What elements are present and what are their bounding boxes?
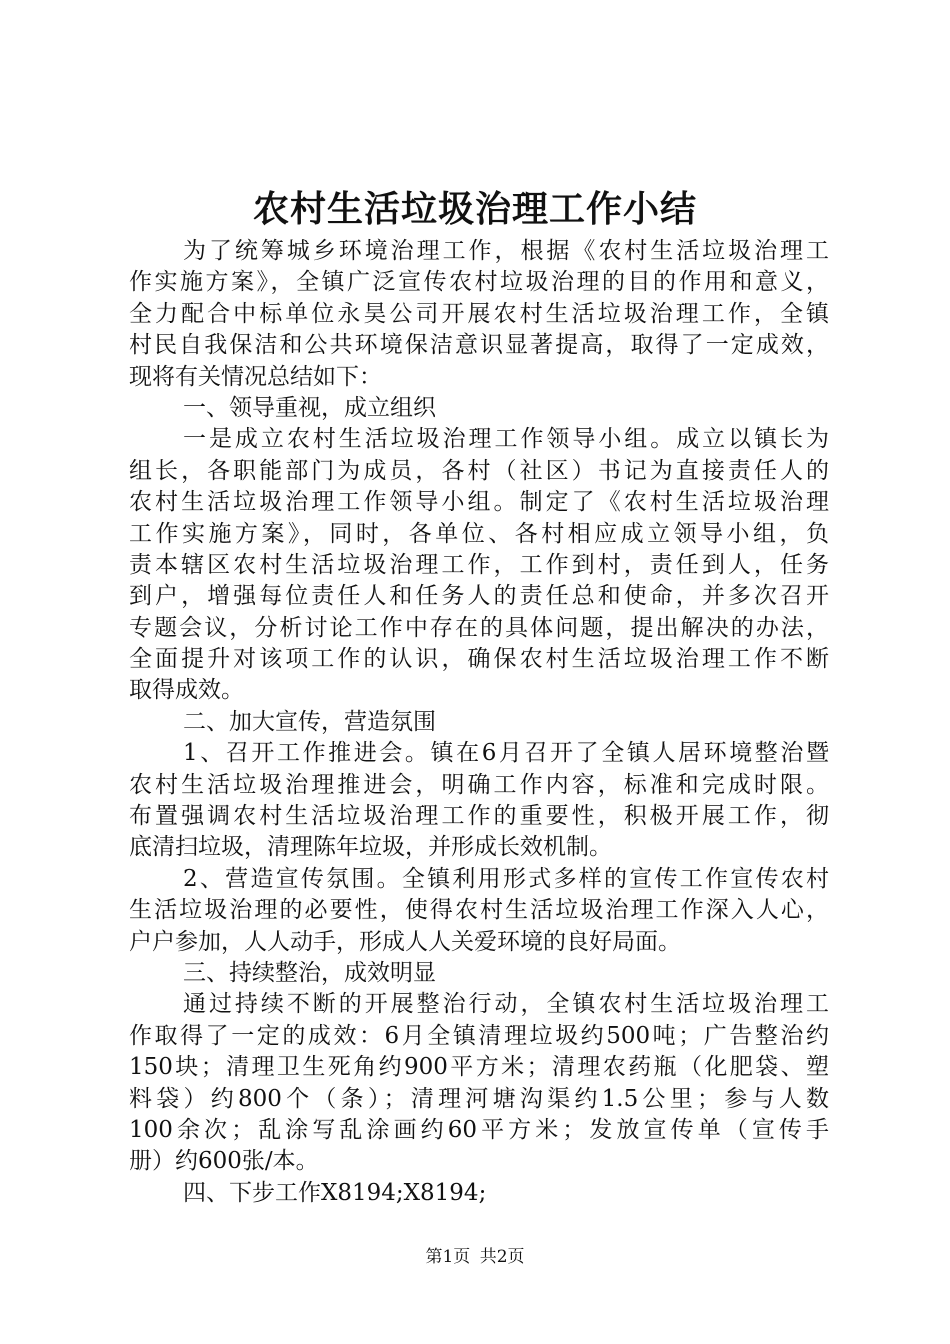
body-line: 150块；清理卫生死角约900平方米；清理农药瓶（化肥袋、塑 — [129, 1054, 829, 1081]
body-line: 到户，增强每位责任人和任务人的责任总和使命，并多次召开 — [129, 583, 829, 610]
body-line: 通过持续不断的开展整治行动，全镇农村生活垃圾治理工 — [183, 991, 829, 1018]
body-line: 1、召开工作推进会。镇在6月召开了全镇人居环境整治暨 — [183, 740, 829, 767]
body-line: 农村生活垃圾治理工作领导小组。制定了《农村生活垃圾治理 — [129, 489, 829, 516]
body-line: 底清扫垃圾，清理陈年垃圾，并形成长效机制。 — [129, 834, 612, 861]
body-line: 册）约600张/本。 — [129, 1148, 319, 1175]
body-line: 全面提升对该项工作的认识，确保农村生活垃圾治理工作不断 — [129, 646, 829, 673]
body-line: 专题会议，分析讨论工作中存在的具体问题，提出解决的办法， — [129, 614, 829, 641]
body-line: 农村生活垃圾治理推进会，明确工作内容，标准和完成时限。 — [129, 771, 829, 798]
body-line: 2、营造宣传氛围。全镇利用形式多样的宣传工作宣传农村 — [183, 865, 829, 892]
body-line: 取得成效。 — [129, 677, 244, 704]
document-title: 农村生活垃圾治理工作小结 — [252, 188, 697, 230]
body-line: 生活垃圾治理的必要性，使得农村生活垃圾治理工作深入人心， — [129, 897, 829, 924]
body-line: 工作实施方案》，同时，各单位、各村相应成立领导小组，负 — [129, 520, 829, 547]
body-line: 组长，各职能部门为成员，各村（社区）书记为直接责任人的 — [129, 457, 829, 484]
body-line: 为了统筹城乡环境治理工作，根据《农村生活垃圾治理工 — [183, 238, 829, 264]
body-line: 户户参加，人人动手，形成人人关爱环境的良好局面。 — [129, 928, 681, 955]
page-footer — [0, 1245, 950, 1269]
body-line: 布置强调农村生活垃圾治理工作的重要性，积极开展工作，彻 — [129, 803, 829, 830]
body-line: 责本辖区农村生活垃圾治理工作，工作到村，责任到人，任务 — [129, 551, 829, 578]
page-number: 第1页 — [425, 1247, 471, 1267]
body-line: 一、领导重视，成立组织 — [183, 394, 436, 421]
body-line: 作实施方案》，全镇广泛宣传农村垃圾治理的目的作用和意义， — [129, 269, 829, 296]
body-line: 三、持续整治，成效明显 — [183, 959, 436, 986]
body-line: 四、下步工作X8194;X8194; — [183, 1179, 487, 1206]
body-line: 全力配合中标单位永昊公司开展农村生活垃圾治理工作，全镇 — [129, 300, 829, 327]
body-line: 作取得了一定的成效：6月全镇清理垃圾约500吨；广告整治约 — [129, 1022, 829, 1049]
body-line: 二、加大宣传，营造氛围 — [183, 708, 436, 735]
body-line: 一是成立农村生活垃圾治理工作领导小组。成立以镇长为 — [183, 426, 829, 453]
page-total: 共2页 — [479, 1247, 525, 1267]
body-line: 村民自我保洁和公共环境保洁意识显著提高，取得了一定成效， — [129, 332, 829, 359]
body-line: 料袋）约800个（条）；清理河塘沟渠约1.5公里；参与人数 — [129, 1085, 829, 1112]
body-line: 现将有关情况总结如下： — [129, 363, 382, 390]
document-body — [129, 236, 829, 1209]
body-line: 100余次；乱涂写乱涂画约60平方米；发放宣传单（宣传手 — [129, 1116, 829, 1143]
